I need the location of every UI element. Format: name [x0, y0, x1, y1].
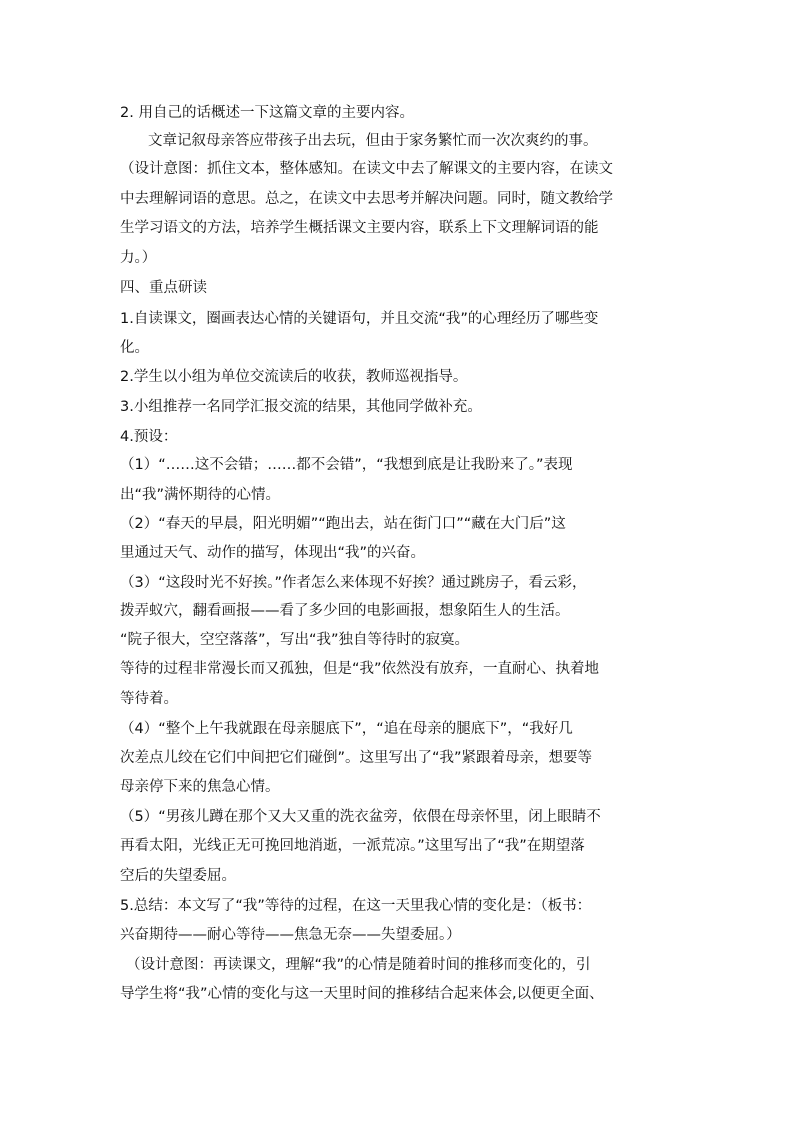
- design-intent-line-2: 中去理解词语的意思。总之，在读文中去思考并解决问题。同时，随文教给学: [120, 191, 613, 207]
- summary-line-2: 兴奋期待——耐心等待——焦急无奈——失望委屈。）: [120, 927, 461, 943]
- preset-3-line-4: 等待的过程非常漫长而又孤独，但是“我”依然没有放弃，一直耐心、执着地: [120, 661, 600, 677]
- step-1-line-1: 1.自读课文，圈画表达心情的关键语句，并且交流“我”的心理经历了哪些变: [120, 311, 599, 327]
- preset-5-line-3: 空后的失望委屈。: [120, 868, 236, 884]
- section-4-heading: 四、重点研读: [120, 280, 207, 296]
- preset-1-line-2: 出“我”满怀期待的心情。: [120, 487, 281, 503]
- preset-3-line-1: （3）“这段时光不好挨。”作者怎么来体现不好挨？通过跳房子，看云彩，: [120, 575, 587, 591]
- design-intent-line-1: （设计意图：抓住文本，整体感知。在读文中去了解课文的主要内容，在读文: [120, 161, 613, 177]
- step-3: 3.小组推荐一名同学汇报交流的结果，其他同学做补充。: [120, 399, 482, 415]
- design-intent-line-4: 力。）: [120, 250, 157, 266]
- answer-summary: 文章记叙母亲答应带孩子出去玩，但由于家务繁忙而一次次爽约的事。: [148, 133, 598, 149]
- step-2: 2.学生以小组为单位交流读后的收获，教师巡视指导。: [120, 369, 468, 385]
- design-intent-2-line-1: （设计意图：再读课文，理解“我”的心情是随着时间的推移而变化的，引: [126, 957, 591, 973]
- preset-2-line-2: 里通过天气、动作的描写，体现出“我”的兴奋。: [120, 545, 426, 561]
- preset-4-line-2: 次差点儿绞在它们中间把它们碰倒”。这里写出了“我”紧跟着母亲，想要等: [120, 750, 593, 766]
- question-2-heading: 2. 用自己的话概述一下这篇文章的主要内容。: [120, 105, 414, 121]
- preset-4-line-1: （4）“整个上午我就跟在母亲腿底下”，“追在母亲的腿底下”，“我好几: [120, 721, 573, 737]
- preset-3-line-3: “院子很大，空空落落”，写出“我”独自等待时的寂寞。: [120, 632, 470, 648]
- design-intent-2-line-2: 导学生将“我”心情的变化与这一天里时间的推移结合起来体会,以便更全面、: [120, 986, 604, 1002]
- preset-3-line-2: 拨弄蚁穴，翻看画报——看了多少回的电影画报，想象陌生人的生活。: [120, 603, 570, 619]
- preset-5-line-2: 再看太阳，光线正无可挽回地消逝，一派荒凉。”这里写出了“我”在期望落: [120, 838, 585, 854]
- design-intent-line-3: 生学习语文的方法，培养学生概括课文主要内容，联系上下文理解词语的能: [120, 220, 599, 236]
- preset-4-line-3: 母亲停下来的焦急心情。: [120, 779, 280, 795]
- preset-2-line-1: （2）“春天的早晨，阳光明媚”“跑出去，站在街门口”“藏在大门后”这: [120, 516, 566, 532]
- preset-5-line-1: （5）“男孩儿蹲在那个又大又重的洗衣盆旁，依偎在母亲怀里，闭上眼睛不: [120, 809, 601, 825]
- preset-1-line-1: （1）“……这不会错；……都不会错”，“我想到底是让我盼来了。”表现: [120, 457, 573, 473]
- summary-line-1: 5.总结：本文写了“我”等待的过程，在这一天里我心情的变化是：（板书：: [120, 898, 592, 914]
- preset-3-line-5: 等待着。: [120, 691, 178, 707]
- step-1-line-2: 化。: [120, 340, 149, 356]
- step-4-heading: 4.预设：: [120, 429, 178, 445]
